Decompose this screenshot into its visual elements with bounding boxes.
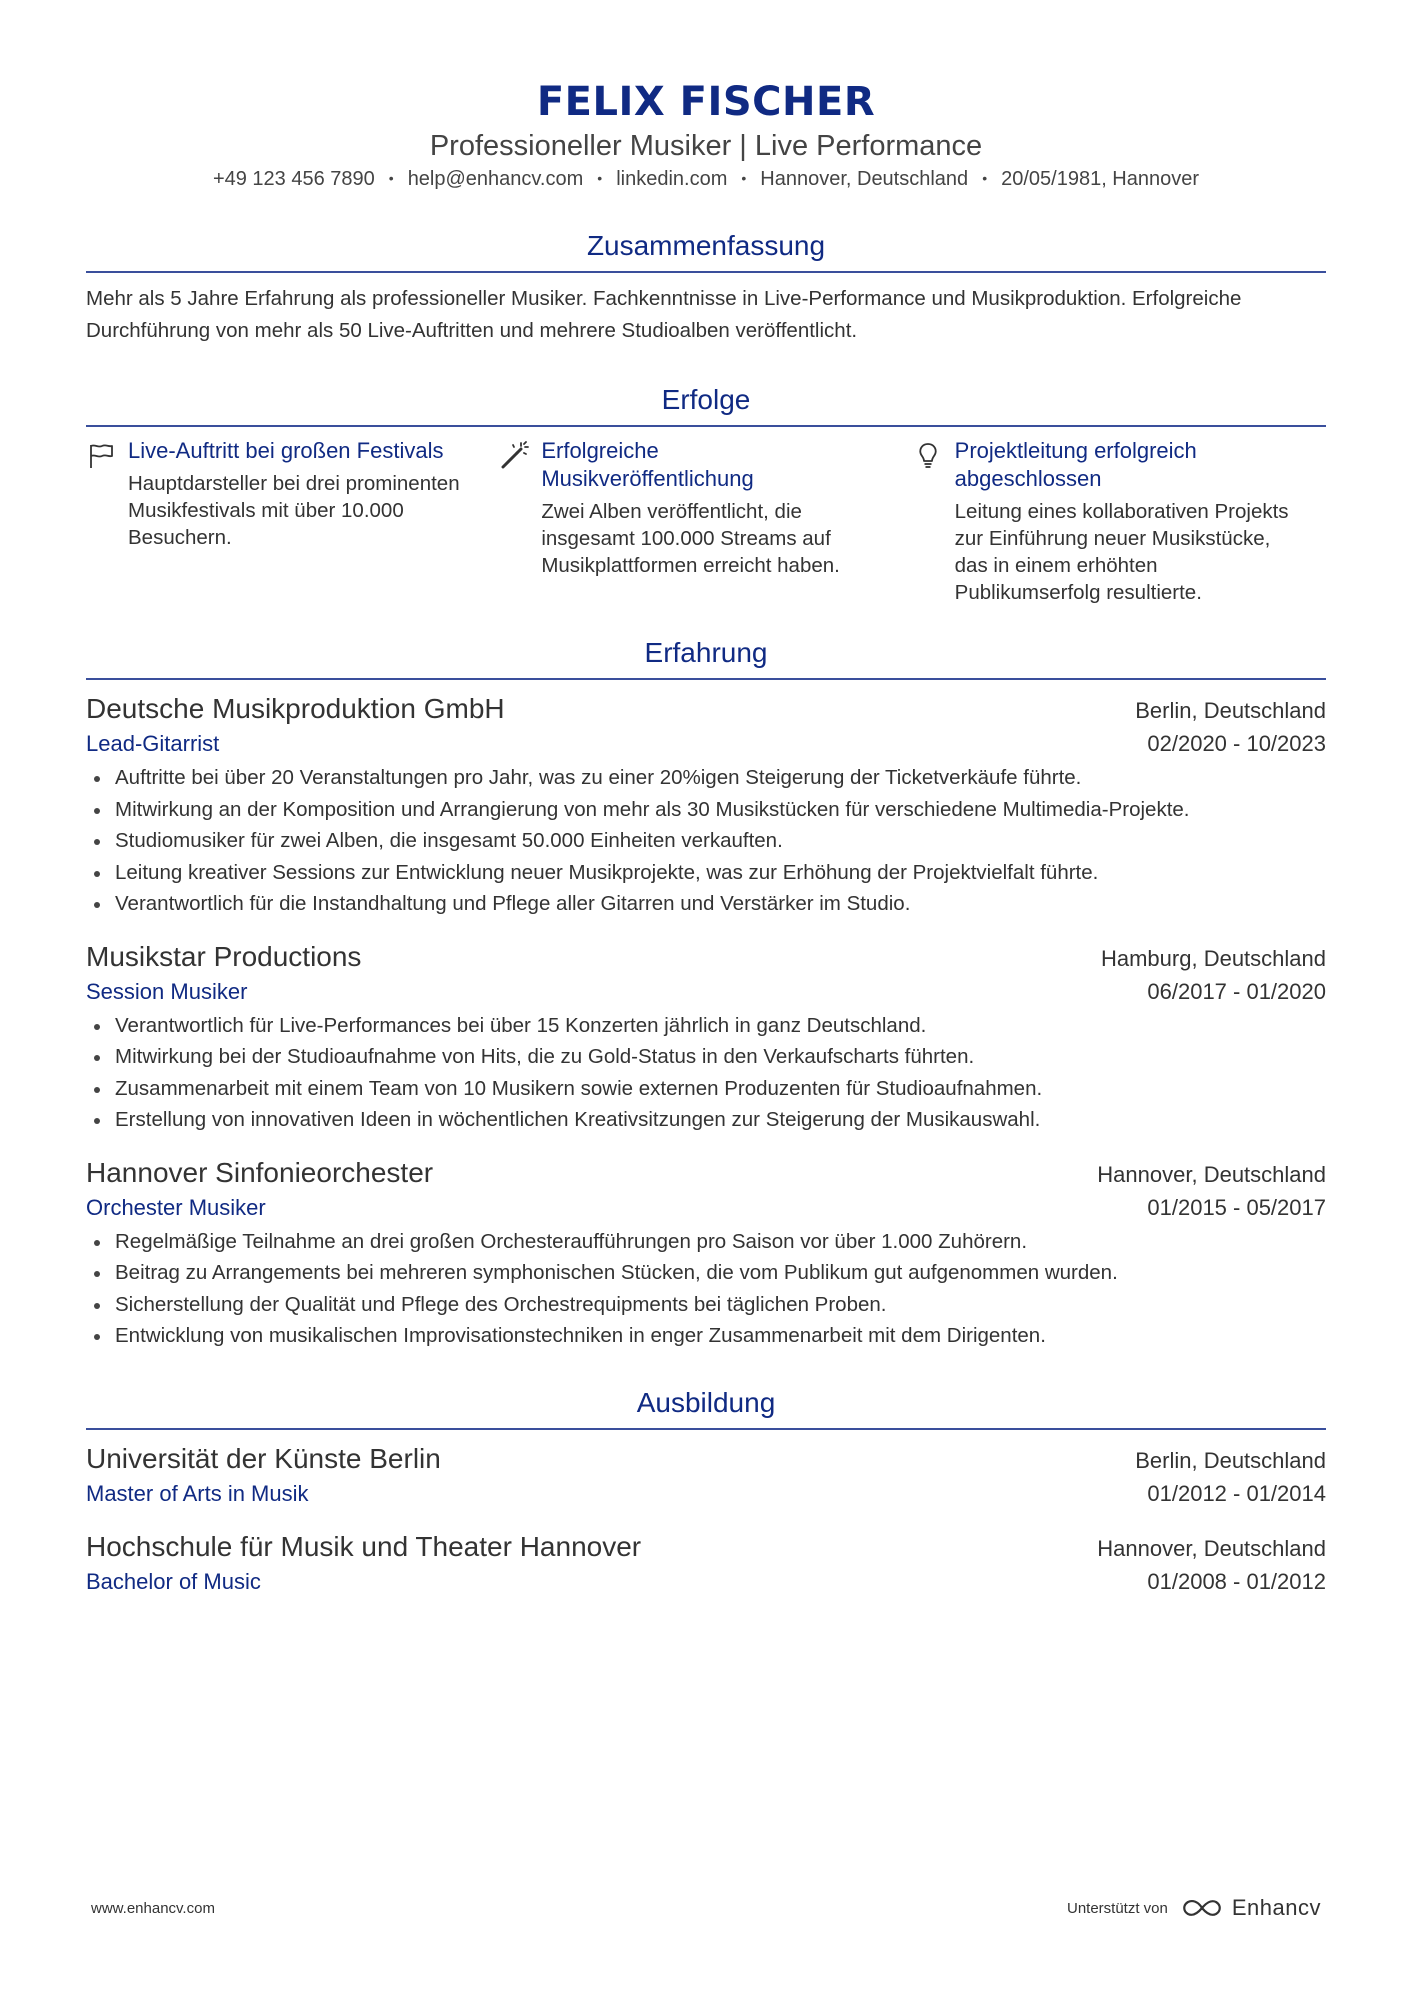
list-item: Entwicklung von musikalischen Improvisationstechniken in enger Zusammenarbeit mit dem Dirigenten. — [86, 1320, 1326, 1352]
birth-info: 20/05/1981, Hannover — [1001, 168, 1200, 190]
section-title-experience: Erfahrung — [86, 636, 1326, 680]
list-item: Mitwirkung an der Komposition und Arrangierung von mehr als 30 Musikstücken für verschiedene Multimedia-Projekte. — [86, 794, 1326, 826]
section-title-achievements: Erfolge — [86, 383, 1326, 427]
job-role: Session Musiker — [86, 978, 248, 1004]
list-item: Verantwortlich für Live-Performances bei über 15 Konzerten jährlich in ganz Deutschland. — [86, 1010, 1326, 1042]
summary-text: Mehr als 5 Jahre Erfahrung als professioneller Musiker. Fachkenntnisse in Live-Performance und Musikproduktion. Erfolgreiche Durchführung von mehr als 50 Live-Auftritten und mehrere Studioalben veröffentlicht. — [86, 287, 1242, 342]
achievement-title: Projektleitung erfolgreich abgeschlossen — [954, 438, 1197, 491]
flag-icon — [86, 437, 128, 606]
brand-name: Enhancv — [1231, 1895, 1321, 1920]
list-item: Beitrag zu Arrangements bei mehreren symphonischen Stücken, die vom Publikum gut aufgenommen wurden. — [86, 1257, 1326, 1289]
achievement-item — [86, 437, 499, 606]
contact-separator: • — [982, 170, 988, 186]
education-dates: 01/2012 - 01/2014 — [1147, 1480, 1326, 1506]
contact-separator: • — [388, 170, 394, 186]
job-dates: 01/2015 - 05/2017 — [1147, 1194, 1326, 1220]
job-dates: 06/2017 - 01/2020 — [1147, 978, 1326, 1004]
email-link[interactable]: help@enhancv.com — [407, 168, 584, 190]
achievement-title: Live-Auftritt bei großen Festivals — [128, 438, 444, 463]
contact-separator: • — [741, 170, 747, 186]
list-item: Regelmäßige Teilnahme an drei großen Orchesteraufführungen pro Saison vor über 1.000 Zuhörern. — [86, 1226, 1326, 1258]
job-bullets — [86, 762, 1326, 920]
achievement-description: Hauptdarsteller bei drei prominenten Musikfestivals mit über 10.000 Besuchern. — [128, 472, 460, 549]
list-item: Leitung kreativer Sessions zur Entwicklung neuer Musikprojekte, was zur Erhöhung der Projektvielfalt führte. — [86, 857, 1326, 889]
location-text: Hannover, Deutschland — [760, 168, 969, 190]
job-location: Berlin, Deutschland — [1135, 698, 1326, 723]
contact-separator: • — [597, 170, 603, 186]
job-role: Orchester Musiker — [86, 1194, 266, 1220]
education-entry — [86, 1440, 1326, 1510]
list-item: Mitwirkung bei der Studioaufnahme von Hits, die zu Gold-Status in den Verkaufscharts führten. — [86, 1041, 1326, 1073]
degree-name: Master of Arts in Musik — [86, 1480, 309, 1506]
resume-header — [86, 0, 1326, 193]
school-location: Hannover, Deutschland — [1097, 1535, 1326, 1561]
achievements-list — [86, 437, 1326, 606]
footer-branding — [1067, 1895, 1321, 1921]
enhancv-logo[interactable] — [1180, 1895, 1321, 1921]
job-location: Hamburg, Deutschland — [1100, 945, 1326, 971]
list-item: Erstellung von innovativen Ideen in wöchentlichen Kreativsitzungen zur Steigerung der Musikauswahl. — [86, 1104, 1326, 1136]
education-dates: 01/2008 - 01/2012 — [1147, 1568, 1326, 1594]
candidate-subtitle: Professioneller Musiker | Live Performance — [429, 130, 983, 162]
footer-url-link[interactable]: www.enhancv.com — [91, 1899, 215, 1917]
job-dates: 02/2020 - 10/2023 — [1147, 731, 1326, 756]
company-name: Musikstar Productions — [86, 940, 362, 972]
school-name: Hochschule für Musik und Theater Hannover — [86, 1530, 642, 1562]
linkedin-link[interactable]: linkedin.com — [616, 168, 728, 190]
experience-entry — [86, 938, 1326, 1136]
resume-page — [86, 0, 1326, 1598]
job-bullets — [86, 1010, 1326, 1136]
candidate-name: FELIX FISCHER — [536, 79, 876, 125]
magic-wand-icon — [499, 437, 541, 606]
achievement-item — [499, 437, 912, 606]
list-item: Zusammenarbeit mit einem Team von 10 Musikern sowie externen Produzenten für Studioaufnahmen. — [86, 1073, 1326, 1105]
page-footer — [91, 1895, 1321, 1921]
company-name: Deutsche Musikproduktion GmbH — [86, 693, 505, 724]
list-item: Studiomusiker für zwei Alben, die insgesamt 50.000 Einheiten verkauften. — [86, 825, 1326, 857]
infinity-logo-icon — [1180, 1897, 1224, 1919]
experience-entry — [86, 1154, 1326, 1352]
job-bullets — [86, 1226, 1326, 1352]
experience-entry — [86, 690, 1326, 920]
company-name: Hannover Sinfonieorchester — [86, 1156, 434, 1188]
degree-name: Bachelor of Music — [86, 1568, 261, 1594]
list-item: Verantwortlich für die Instandhaltung und Pflege aller Gitarren und Verstärker im Studio. — [86, 888, 1326, 920]
powered-by-label: Unterstützt von — [1066, 1899, 1168, 1917]
school-name: Universität der Künste Berlin — [86, 1442, 441, 1474]
list-item: Sicherstellung der Qualität und Pflege des Orchestrequipments bei täglichen Proben. — [86, 1289, 1326, 1321]
job-role: Lead-Gitarrist — [86, 731, 220, 756]
job-location: Hannover, Deutschland — [1097, 1161, 1326, 1187]
contact-line — [86, 165, 1326, 193]
section-title-summary: Zusammenfassung — [86, 229, 1326, 273]
achievement-description: Leitung eines kollaborativen Projekts zur Einführung neuer Musikstücke, das in einem erhöhten Publikumserfolg resultierte. — [954, 500, 1289, 604]
list-item: Auftritte bei über 20 Veranstaltungen pro Jahr, was zu einer 20%igen Steigerung der Ticketverkäufe führte. — [86, 762, 1326, 794]
achievement-item — [913, 437, 1326, 606]
achievement-title: Erfolgreiche Musikveröffentlichung — [541, 438, 754, 491]
lightbulb-icon — [913, 437, 955, 606]
achievement-description: Zwei Alben veröffentlicht, die insgesamt 100.000 Streams auf Musikplattformen erreicht haben. — [541, 500, 840, 577]
education-entry — [86, 1528, 1326, 1598]
school-location: Berlin, Deutschland — [1135, 1447, 1326, 1473]
section-title-education: Ausbildung — [86, 1386, 1326, 1430]
phone-number: +49 123 456 7890 — [212, 168, 375, 190]
